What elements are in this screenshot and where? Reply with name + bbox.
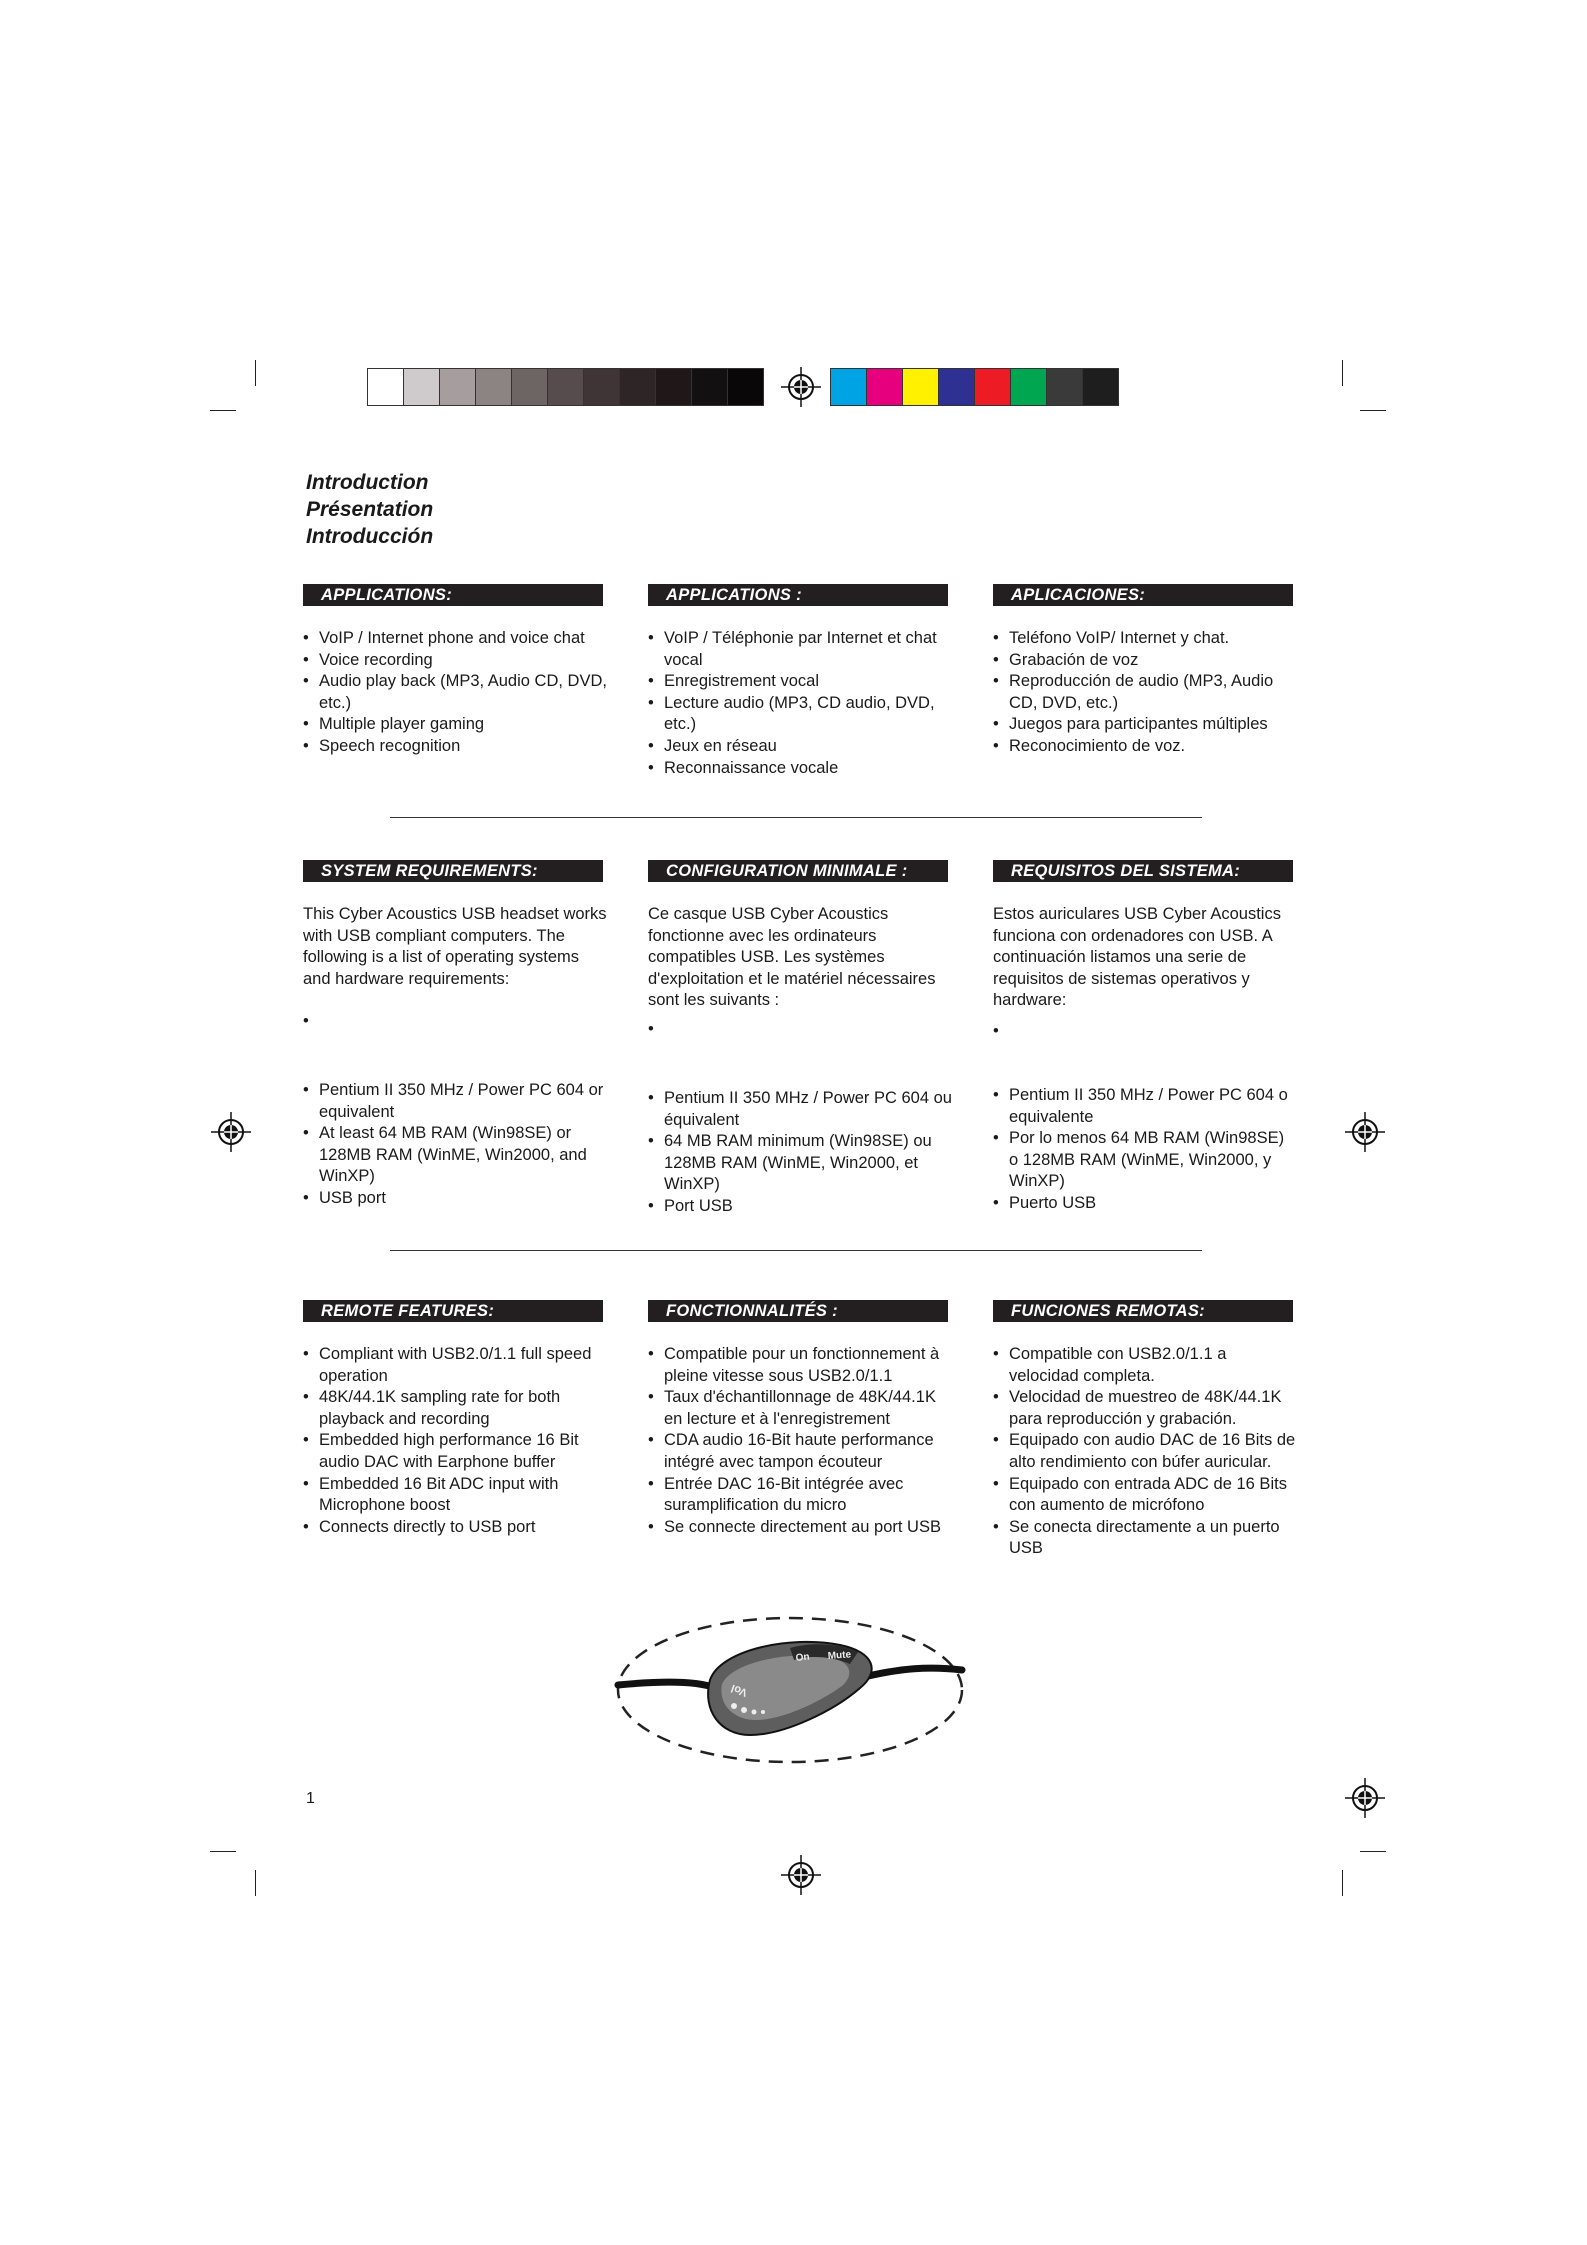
page-title-en: Introduction	[306, 471, 429, 494]
stray-bullet: •	[648, 1020, 654, 1038]
system-intro-fr	[648, 904, 954, 1012]
remote-list-es	[993, 1344, 1297, 1560]
list-item: • Compliant with USB2.0/1.1 full speed operation	[303, 1344, 607, 1387]
process-color-swatch	[1010, 368, 1047, 406]
list-item: • Voice recording	[303, 650, 607, 672]
process-color-swatch	[1046, 368, 1083, 406]
list-item: • Taux d'échantillonnage de 48K/44.1K en lecture et à l'enregistrement	[648, 1387, 952, 1430]
list-item: • Se connecte directement au port USB	[648, 1517, 952, 1539]
list-item: • Por lo menos 64 MB RAM (Win98SE) o 128MB RAM (WinME, Win2000, y WinXP)	[993, 1128, 1297, 1193]
registration-mark-icon	[1344, 1777, 1386, 1819]
applications-header-es: APLICACIONES:	[993, 584, 1293, 606]
registration-mark-icon	[780, 1854, 822, 1896]
crop-mark	[255, 360, 256, 386]
list-item: • Pentium II 350 MHz / Power PC 604 o equivalente	[993, 1085, 1297, 1128]
list-item: • Equipado con entrada ADC de 16 Bits con aumento de micrófono	[993, 1474, 1297, 1517]
list-item: • Audio play back (MP3, Audio CD, DVD, etc.)	[303, 671, 607, 714]
list-item: • Reconnaissance vocale	[648, 758, 952, 780]
list-item: • Entrée DAC 16-Bit intégrée avec suramplification du micro	[648, 1474, 952, 1517]
crop-mark	[1360, 1851, 1386, 1852]
process-color-swatch	[866, 368, 903, 406]
system-list-en	[303, 1080, 607, 1210]
crop-mark	[210, 410, 236, 411]
gray-swatch	[475, 368, 512, 406]
crop-mark	[255, 1870, 256, 1896]
system-intro-text: Estos auriculares USB Cyber Acoustics funciona con ordenadores con USB. A continuación listamos una serie de requisitos de sistemas operativos y hardware:	[993, 905, 1281, 1010]
applications-header-fr: APPLICATIONS :	[648, 584, 948, 606]
system-intro-en	[303, 904, 609, 990]
applications-list-fr	[648, 628, 952, 779]
list-item: • Teléfono VoIP/ Internet y chat.	[993, 628, 1297, 650]
remote-header-es: FUNCIONES REMOTAS:	[993, 1300, 1293, 1322]
list-item: • Grabación de voz	[993, 650, 1297, 672]
list-item: • Enregistrement vocal	[648, 671, 952, 693]
list-item: • Embedded high performance 16 Bit audio DAC with Earphone buffer	[303, 1430, 607, 1473]
crop-mark	[1342, 360, 1343, 386]
system-intro-text: This Cyber Acoustics USB headset works with USB compliant computers. The following is a list of operating systems and hardware requirements:	[303, 905, 607, 988]
remote-volume-dot	[741, 1707, 747, 1713]
list-item: • At least 64 MB RAM (Win98SE) or 128MB RAM (WinME, Win2000, and WinXP)	[303, 1123, 607, 1188]
remote-volume-dot	[761, 1710, 765, 1714]
process-color-swatch	[1082, 368, 1119, 406]
list-item: • USB port	[303, 1188, 607, 1210]
stray-bullet: •	[303, 1012, 309, 1030]
page-title-fr: Présentation	[306, 498, 434, 521]
list-item: • Juegos para participantes múltiples	[993, 714, 1297, 736]
list-item: • Port USB	[648, 1196, 952, 1218]
system-header-en: SYSTEM REQUIREMENTS:	[303, 860, 603, 882]
applications-list-es	[993, 628, 1297, 758]
gray-swatch	[619, 368, 656, 406]
system-intro-text: Ce casque USB Cyber Acoustics fonctionne avec les ordinateurs compatibles USB. Les systèmes d'exploitation et le matériel nécessaires sont les suivants :	[648, 905, 936, 1010]
section-divider	[390, 1250, 1202, 1251]
list-item: • Se conecta directamente a un puerto USB	[993, 1517, 1297, 1560]
process-color-swatch	[938, 368, 975, 406]
remote-list-en	[303, 1344, 607, 1538]
gray-swatch	[403, 368, 440, 406]
remote-vol-label: Vol	[729, 1681, 750, 1699]
list-item: • Connects directly to USB port	[303, 1517, 607, 1539]
process-color-swatch	[974, 368, 1011, 406]
stray-bullet: •	[993, 1022, 999, 1040]
list-item: • 48K/44.1K sampling rate for both playback and recording	[303, 1387, 607, 1430]
list-item: • VoIP / Téléphonie par Internet et chat vocal	[648, 628, 952, 671]
list-item: • Embedded 16 Bit ADC input with Microphone boost	[303, 1474, 607, 1517]
list-item: • Pentium II 350 MHz / Power PC 604 ou équivalent	[648, 1088, 952, 1131]
registration-mark-icon	[1344, 1111, 1386, 1153]
gray-swatch	[367, 368, 404, 406]
gray-swatch	[547, 368, 584, 406]
remote-volume-dot	[752, 1710, 757, 1715]
crop-mark	[1360, 410, 1386, 411]
inline-remote-illustration	[610, 1610, 970, 1770]
gray-swatch	[583, 368, 620, 406]
list-item: • Lecture audio (MP3, CD audio, DVD, etc.)	[648, 693, 952, 736]
list-item: • Compatible pour un fonctionnement à pleine vitesse sous USB2.0/1.1	[648, 1344, 952, 1387]
remote-on-label: On	[795, 1651, 811, 1664]
page-number: 1	[306, 1790, 315, 1807]
list-item: • Compatible con USB2.0/1.1 a velocidad completa.	[993, 1344, 1297, 1387]
process-color-swatch	[902, 368, 939, 406]
registration-mark-icon	[780, 366, 822, 408]
system-header-es: REQUISITOS DEL SISTEMA:	[993, 860, 1293, 882]
list-item: • Velocidad de muestreo de 48K/44.1K para reproducción y grabación.	[993, 1387, 1297, 1430]
gray-swatch	[727, 368, 764, 406]
process-color-swatch	[830, 368, 867, 406]
list-item: • Equipado con audio DAC de 16 Bits de alto rendimiento con búfer auricular.	[993, 1430, 1297, 1473]
list-item: • Jeux en réseau	[648, 736, 952, 758]
crop-mark	[210, 1851, 236, 1852]
system-list-fr	[648, 1088, 952, 1218]
section-divider	[390, 817, 1202, 818]
list-item: • Multiple player gaming	[303, 714, 607, 736]
remote-header-en: REMOTE FEATURES:	[303, 1300, 603, 1322]
list-item: • Pentium II 350 MHz / Power PC 604 or equivalent	[303, 1080, 607, 1123]
list-item: • Reproducción de audio (MP3, Audio CD, DVD, etc.)	[993, 671, 1297, 714]
list-item: • Puerto USB	[993, 1193, 1297, 1215]
applications-header-en: APPLICATIONS:	[303, 584, 603, 606]
gray-swatch	[439, 368, 476, 406]
list-item: • 64 MB RAM minimum (Win98SE) ou 128MB RAM (WinME, Win2000, et WinXP)	[648, 1131, 952, 1196]
remote-list-fr	[648, 1344, 952, 1538]
list-item: • Reconocimiento de voz.	[993, 736, 1297, 758]
gray-swatch	[511, 368, 548, 406]
list-item: • Speech recognition	[303, 736, 607, 758]
system-list-es	[993, 1085, 1297, 1215]
page-title-es: Introducción	[306, 525, 434, 548]
crop-mark	[1342, 1870, 1343, 1896]
gray-swatch	[655, 368, 692, 406]
gray-swatch	[691, 368, 728, 406]
remote-mute-label: Mute	[827, 1649, 852, 1662]
remote-volume-dot	[731, 1703, 737, 1709]
applications-list-en	[303, 628, 607, 758]
remote-header-fr: FONCTIONNALITÉS :	[648, 1300, 948, 1322]
list-item: • VoIP / Internet phone and voice chat	[303, 628, 607, 650]
list-item: • CDA audio 16-Bit haute performance intégré avec tampon écouteur	[648, 1430, 952, 1473]
system-header-fr: CONFIGURATION MINIMALE :	[648, 860, 948, 882]
registration-mark-icon	[210, 1111, 252, 1153]
system-intro-es	[993, 904, 1299, 1012]
